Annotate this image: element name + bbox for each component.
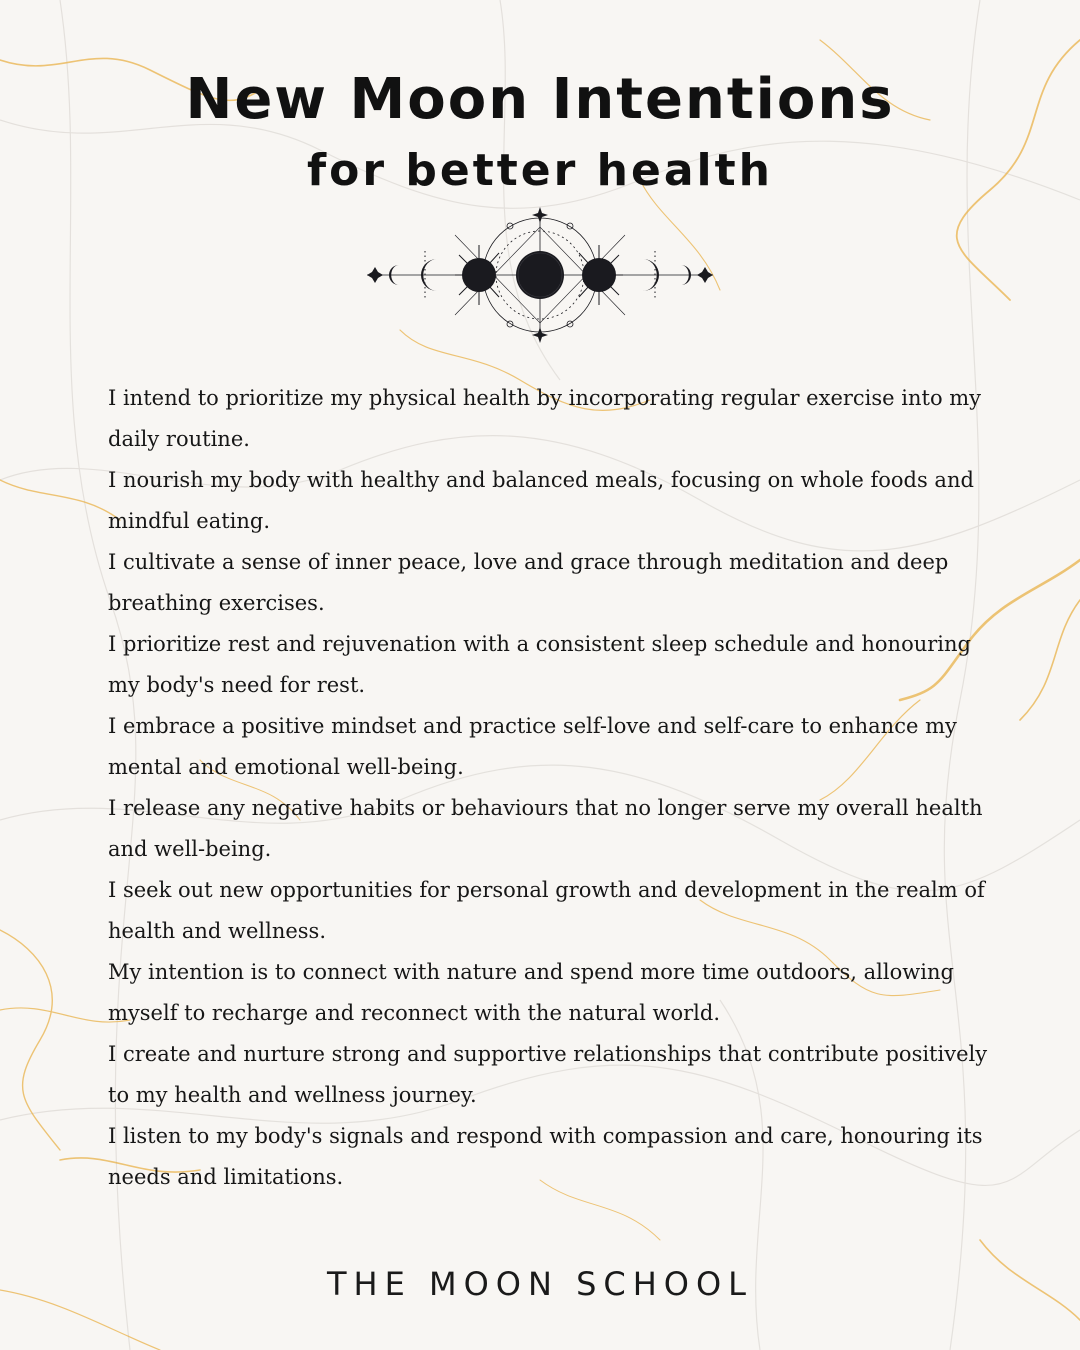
intention-item: I release any negative habits or behaviours that no longer serve my overall health and well-being. xyxy=(108,796,983,861)
intention-item: I nourish my body with healthy and balanced meals, focusing on whole foods and mindful eating. xyxy=(108,468,974,533)
moon-phases-icon xyxy=(355,205,725,345)
intention-item: I listen to my body's signals and respond with compassion and care, honouring its needs and limitations. xyxy=(108,1124,983,1189)
intention-item: I intend to prioritize my physical health by incorporating regular exercise into my daily routine. xyxy=(108,386,982,451)
page-title: New Moon Intentions xyxy=(185,67,895,132)
brand-footer: THE MOON SCHOOL xyxy=(326,1265,753,1303)
intention-item: I cultivate a sense of inner peace, love and grace through meditation and deep breathing exercises. xyxy=(108,550,949,615)
page-subtitle: for better health xyxy=(307,145,773,196)
intention-item: I prioritize rest and rejuvenation with a consistent sleep schedule and honouring my body's need for rest. xyxy=(108,632,971,697)
intentions-list xyxy=(108,378,988,1198)
intention-item: My intention is to connect with nature and spend more time outdoors, allowing myself to recharge and reconnect with the natural world. xyxy=(108,960,954,1025)
intention-item: I seek out new opportunities for personal growth and development in the realm of health and wellness. xyxy=(108,878,985,943)
intention-item: I create and nurture strong and supportive relationships that contribute positively to my health and wellness journey. xyxy=(108,1042,988,1107)
intention-item: I embrace a positive mindset and practice self-love and self-care to enhance my mental and emotional well-being. xyxy=(108,714,957,779)
